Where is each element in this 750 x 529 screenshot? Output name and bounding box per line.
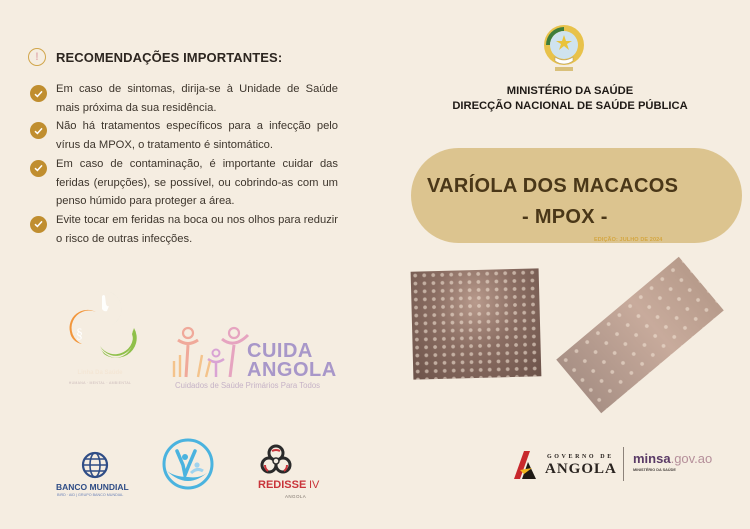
ministry-header xyxy=(430,84,710,114)
directorate-name: DIRECÇÃO NACIONAL DE SAÚDE PÚBLICA xyxy=(452,100,688,112)
linha-saude-subtitle: HUMANA · MENTAL · AMBIENTAL xyxy=(68,381,132,385)
title-line-2: - MPOX - xyxy=(522,206,608,228)
biohazard-icon xyxy=(259,443,293,477)
governo-label: GOVERNO DE xyxy=(547,454,614,460)
mpox-arm-photo xyxy=(556,257,724,413)
edition-label: EDIÇÃO: JULHO DE 2024 xyxy=(594,237,663,243)
linha-saude-name: Linha Da Saúde xyxy=(77,370,123,376)
redisse-suffix: IV xyxy=(309,479,320,491)
recommendation-text: Em caso de contaminação, é importante cuidar das feridas (erupções), se possível, ou cobrindo-as com um penso húmido para proteger a área. xyxy=(56,157,338,208)
mpox-torso-photo xyxy=(411,268,542,379)
linha-saude-logo xyxy=(66,290,138,362)
banco-mundial-subtitle: BIRD · AID | GRUPO BANCO MUNDIAL xyxy=(57,493,124,497)
angola-coat-of-arms-icon xyxy=(541,23,587,75)
angola-label: ANGOLA xyxy=(545,461,617,477)
logo-divider xyxy=(623,447,624,481)
recommendations-header xyxy=(28,48,282,66)
governo-angola-logo-icon xyxy=(510,450,540,480)
minsa-domain: .gov.ao xyxy=(670,451,713,466)
list-item xyxy=(30,80,338,117)
check-circle-icon xyxy=(30,216,47,233)
recommendations-list xyxy=(30,80,338,248)
list-item xyxy=(30,117,338,154)
banco-mundial-name: BANCO MUNDIAL xyxy=(56,482,129,492)
globe-icon xyxy=(80,450,110,480)
cuida-angola-subtitle: Cuidados de Saúde Primários Para Todos xyxy=(175,381,321,390)
recommendations-title: RECOMENDAÇÕES IMPORTANTES: xyxy=(56,49,283,65)
minsa-name: minsa xyxy=(633,451,671,466)
ministry-name: MINISTÉRIO DA SAÚDE xyxy=(506,85,634,97)
list-item xyxy=(30,155,338,211)
cuida-angola-line-2: ANGOLA xyxy=(247,359,337,381)
minsa-subtitle: MINISTÉRIO DA SAÚDE xyxy=(633,468,676,472)
redisse-subtitle: ANGOLA xyxy=(285,494,307,499)
svg-text:§: § xyxy=(76,327,83,342)
cuida-angola-figures-icon xyxy=(172,325,254,380)
list-item xyxy=(30,211,338,248)
recommendation-text: Evite tocar em feridas na boca ou nos olhos para reduzir o risco de outras infecções. xyxy=(56,213,338,245)
warning-circle-icon: ! xyxy=(28,48,46,66)
minsa-logo xyxy=(633,451,712,466)
check-circle-icon xyxy=(30,160,47,177)
redisse-name: REDISSE xyxy=(258,479,307,491)
title-line-1: VARÍOLA DOS MACACOS xyxy=(427,175,679,197)
recommendation-text: Não há tratamentos específicos para a infecção pelo vírus da MPOX, o tratamento é sintomático. xyxy=(56,120,338,152)
health-program-logo xyxy=(161,437,215,491)
check-circle-icon xyxy=(30,122,47,139)
cuida-angola-line-1: CUIDA xyxy=(247,340,313,362)
recommendation-text: Em caso de sintomas, dirija-se à Unidade de Saúde mais próxima da sua residência. xyxy=(56,83,338,114)
check-circle-icon xyxy=(30,85,47,102)
